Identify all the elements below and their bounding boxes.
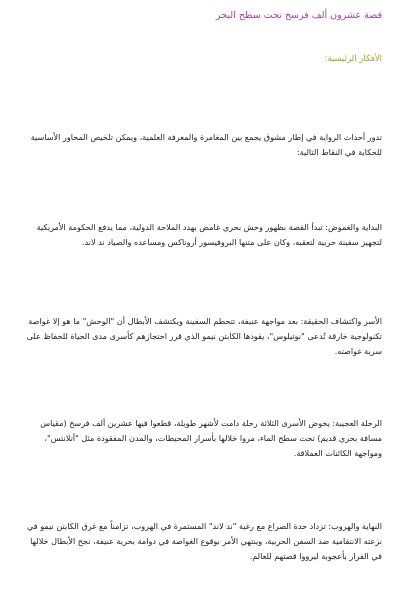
paragraph-capture: الأسر واكتشاف الحقيقة: بعد مواجهة عنيفة، تتحطم السفينة ويكتشف الأبطال أن "الوحش" ما هو إلا غواصة تكنولوجية خارقة تُدعى "نوتيلوس"، يقودها الكابتن نيمو الذي قرر احتجازهم كأسرى مدى الحياة للحفاظ على سرية غواصته. xyxy=(26,316,382,356)
section-heading-main-ideas: الأفكار الرئيسية: xyxy=(324,54,382,64)
paragraph-ending: النهاية والهروب: تزداد حدة الصراع مع رغبة "ند لاند" المستمرة في الهروب، تزامناً مع غرق الكابتن نيمو في نزعته الانتقامية ضد السفن الحربية، وينتهي الأمر بوقوع الغواصة في دوامة بحرية عنيفة، نجح الأبطال خلالها في الفرار بأعجوبة ليرووا قصتهم للعالم. xyxy=(27,521,382,561)
paragraph-intro: تدور أحداث الرواية في إطار مشوق يجمع بين المغامرة والمعرفة العلمية، ويمكن تلخيص المحاور الأساسية للحكاية في النقاط التالية: xyxy=(30,132,382,157)
document-title: قصة عشرون ألف فرسخ تحت سطح البحر xyxy=(216,10,382,21)
paragraph-beginning: البداية والغموض: تبدأ القصة بظهور وحش بحري غامض يهدد الملاحة الدولية، مما يدفع الحكومة الأمريكية لتجهيز سفينة حربية لتعقبه، وكان على متنها البروفيسور أروناكس ومساعده والصياد ند لاند. xyxy=(36,222,382,247)
paragraph-journey: الرحلة العجيبة: يخوض الأسرى الثلاثة رحلة دامت لأشهر طويلة، قطعوا فيها عشرين ألف فرسخ (مقياس مسافة بحري قديم) تحت سطح الماء، مروا خلالها بأسرار المحيطات، والمدن المفقودة مثل "أتلانتس"، ومواجهة الكائنات العملاقة. xyxy=(40,418,382,458)
